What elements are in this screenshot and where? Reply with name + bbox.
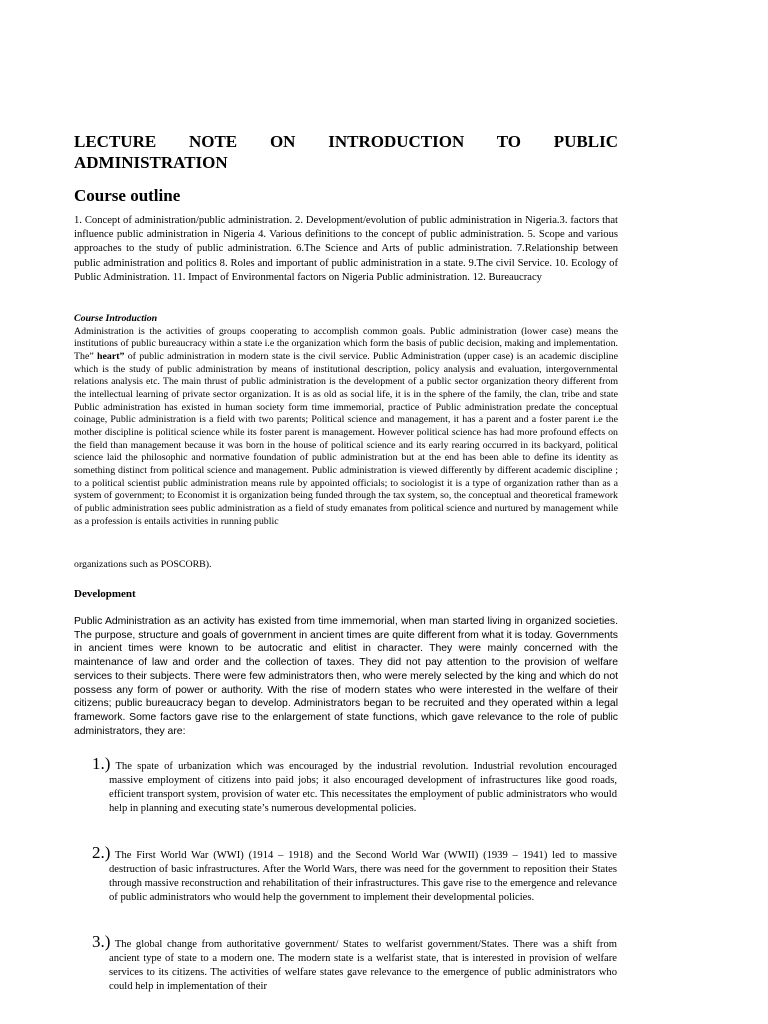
course-outline-heading: Course outline bbox=[74, 186, 181, 205]
course-introduction-heading: Course Introduction bbox=[74, 313, 158, 324]
factor-item-3 bbox=[92, 932, 617, 994]
factor-text-2: The First World War (WWI) (1914 – 1918) and the Second World War (WWII) (1939 – 1941) led to massive destruction of basic infrastructures. After the World Wars, there was need for the government to reposition their States through massive reconstruction and rehabilitation of their infrastructures. This gave rise to the emergence and relevance of public administrators who would help the government to implement their developmental policies. bbox=[109, 850, 617, 903]
title-line-2: ADMINISTRATION bbox=[74, 153, 228, 172]
factor-number-3: 3.) bbox=[92, 932, 111, 951]
factor-number-2: 2.) bbox=[92, 843, 111, 862]
factor-text-1: The spate of urbanization which was encouraged by the industrial revolution. Industrial revolution encouraged massive employment of citizens into paid jobs; it also encouraged development of infrastructures like good roads, efficient transport system, provision of water etc. This necessitates the employment of public administrators who would help in planning and executing state’s numerous developmental policies. bbox=[109, 761, 617, 814]
intro-text-part-b: of public administration in modern state is the civil service. Public Administration (upper case) is an academic discipline which is the study of public administration by means of institutional description, policy analysis and evaluation, intergovernmental relations analysis etc. The main thrust of public administration is the development of a public sector organization theory different from the intellectual learning of private sector organization. It is as old as social life, it is in the sphere of the family, the clan, tribe and state Public administration has existed in human society form time immemorial, practice of Public administration predate the conceptual coinage, Public administration is a field with two parents; Political science and management, it has a parent and a foster parent i.e the mother discipline is political science while its foster parent is management. However political science has had more profound effects on the field than management because it was born in the house of political science and its early rearing occurred in its backyard, political science laid the philosophic and normative foundation of public administration but at the end has been able to define its identity as something distinct from political science and management. Public administration is viewed differently by different academic discipline ; to a political scientist public administration means rule by appointed officials; to sociologist it is a type of organization rather than as a system of government; to Economist it is organization being funded through the tax system, so, the conceptual and theoretical framework of public administration sees public administration as a field of study emanates from political science and nurtured by management while as a profession is entails activities in running public bbox=[74, 350, 618, 527]
factor-number-1: 1.) bbox=[92, 754, 111, 773]
factor-item-2 bbox=[92, 843, 617, 905]
intro-heart-emphasis: heart” bbox=[97, 350, 125, 362]
development-heading: Development bbox=[74, 588, 136, 600]
page-title bbox=[74, 131, 618, 173]
factor-text-3: The global change from authoritative government/ States to welfarist government/States. There was a shift from ancient type of state to a modern one. The modern state is a welfarist state, that is interested in provision of welfare services to its citizens. The activities of welfare states gave relevance to the emergence of public administrators who could help in implementation of their bbox=[109, 939, 617, 992]
course-outline-text: 1. Concept of administration/public administration. 2. Development/evolution of public administration in Nigeria.3. factors that influence public administration in Nigeria 4. Various definitions to the concept of public administration. 5. Scope and various approaches to the study of public administration. 6.The Science and Arts of public administration. 7.Relationship between public administration and politics 8. Roles and important of public administration in a state. 9.The civil Service. 10. Ecology of Public Administration. 11. Impact of Environmental factors on Nigeria Public administration. 12. Bureaucracy bbox=[74, 215, 618, 283]
intro-text-tail: organizations such as POSCORB). bbox=[74, 559, 212, 570]
intro-text-part-a: Administration is the activities of groups cooperating to accomplish common goals. Public administration (lower case) means the institutions of public bureaucracy within a state i.e the organization which form the basis of public decision, making and implementation. The” bbox=[74, 325, 618, 362]
title-line-1: LECTURE NOTE ON INTRODUCTION TO PUBLIC bbox=[74, 132, 618, 151]
course-introduction bbox=[74, 313, 618, 528]
development-text: Public Administration as an activity has existed from time immemorial, when man started living in organized societies. The purpose, structure and goals of government in ancient times are quite different from what it is today. Governments in ancient times were known to be autocratic and elitist in character. They were mainly concerned with the maintenance of law and order and the collection of taxes. They did not pay attention to the provision of welfare services to their subjects. There were few administrators then, who were merely selected by the king and which do not possess any form of power or authority. With the rise of modern states who were interested in the welfare of their citizens; public bureaucracy began to develop. Administrators began to be recruited and they operated within a legal framework. Some factors gave rise to the enlargement of state functions, which gave relevance to the role of public administrators, they are: bbox=[74, 616, 618, 737]
factor-item-1 bbox=[92, 754, 617, 816]
